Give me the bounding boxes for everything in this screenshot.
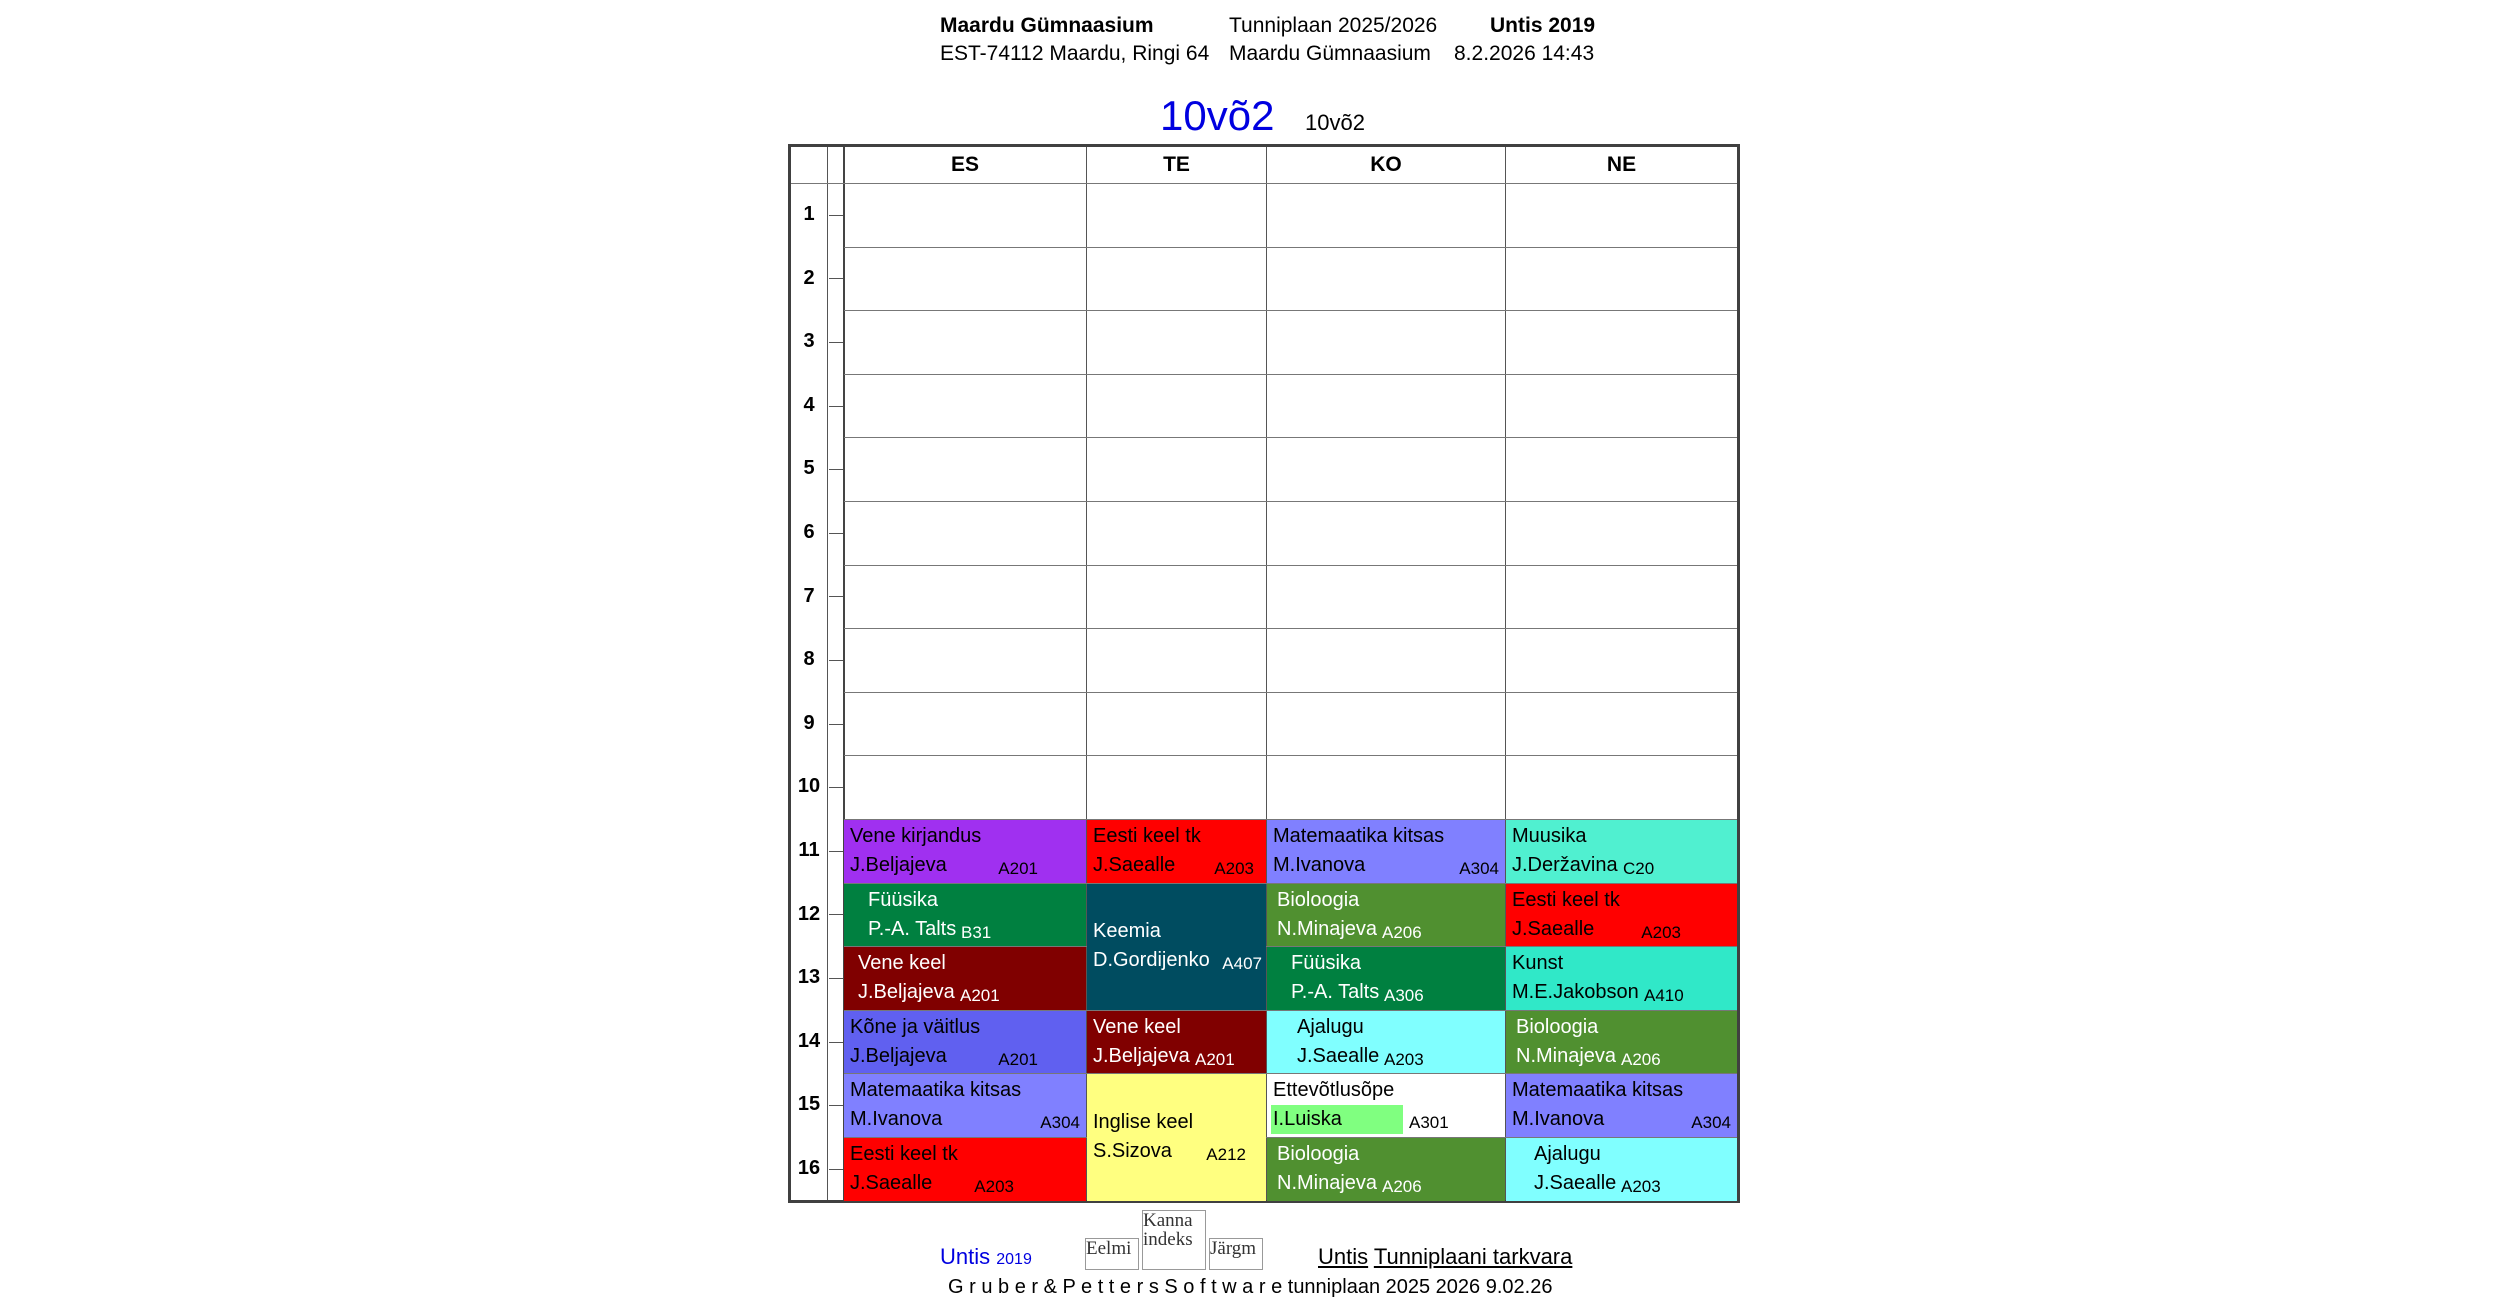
lesson-subject: Vene keel: [1093, 1015, 1181, 1038]
lesson-room: A201: [998, 1049, 1038, 1069]
lesson-cell[interactable]: [1506, 947, 1737, 1010]
lesson-cell[interactable]: [1267, 1074, 1505, 1137]
lesson-room: A206: [1621, 1049, 1661, 1069]
lesson-cell[interactable]: [1506, 884, 1737, 947]
lesson-subject: Eesti keel tk: [1512, 888, 1620, 911]
period-number: 8: [803, 648, 815, 671]
footer: [0, 1210, 2500, 1298]
lesson-subject: Vene kirjandus: [850, 825, 982, 847]
lesson-teacher: I.Luiska: [1271, 1105, 1403, 1134]
lesson-room: A206: [1382, 1177, 1422, 1196]
lesson-teacher: J.Saealle: [1093, 854, 1176, 876]
software-link-untis[interactable]: Untis: [1318, 1244, 1369, 1269]
lesson-room: C20: [1623, 859, 1655, 878]
lesson-subject: Füüsika: [868, 888, 939, 911]
lesson-cell[interactable]: [844, 1074, 1086, 1137]
lesson-room: A203: [1641, 922, 1681, 942]
lesson-teacher: M.E.Jakobson: [1512, 981, 1639, 1004]
lesson-cell[interactable]: [1087, 1074, 1266, 1200]
lesson-room: A203: [1621, 1177, 1661, 1196]
software-link[interactable]: [1318, 1244, 1572, 1270]
lesson-teacher: S.Sizova: [1093, 1139, 1172, 1162]
lesson-teacher: J.Beljajeva: [850, 854, 947, 876]
lesson-teacher: J.Saealle: [850, 1172, 933, 1194]
lesson-room: A203: [1384, 1049, 1424, 1069]
lesson-subject: Kunst: [1512, 952, 1564, 975]
lesson-teacher: J.Deržavina: [1512, 854, 1618, 876]
lesson-cell[interactable]: [1087, 884, 1266, 1010]
lesson-subject: Vene keel: [858, 952, 946, 975]
lesson-cell[interactable]: [1267, 884, 1505, 947]
lesson-room: B31: [961, 922, 992, 942]
period-number: 9: [803, 711, 815, 734]
lesson-teacher: J.Saealle: [1512, 917, 1595, 940]
lesson-cell[interactable]: [1506, 1011, 1737, 1074]
lesson-cell[interactable]: [1267, 820, 1505, 883]
lesson-subject: Inglise keel: [1093, 1110, 1194, 1133]
lesson-cell[interactable]: [1506, 820, 1737, 883]
lesson-teacher: M.Ivanova: [1273, 854, 1366, 876]
lesson-subject: Ajalugu: [1534, 1143, 1601, 1165]
index-image[interactable]: Kanna indeks: [1142, 1210, 1206, 1270]
lesson-cell[interactable]: [1267, 1011, 1505, 1074]
plan-title: Tunniplaan 2025/2026: [1229, 14, 1438, 37]
period-number: 1: [803, 203, 815, 225]
lesson-subject: Bioloogia: [1516, 1015, 1599, 1038]
period-number: 12: [797, 902, 821, 925]
lesson-room: A201: [1195, 1049, 1235, 1069]
product-name: Untis 2019: [1490, 14, 1596, 37]
period-number: 13: [797, 966, 821, 989]
lesson-cell[interactable]: [1267, 947, 1505, 1010]
period-number: 7: [803, 584, 815, 607]
lesson-cell[interactable]: [844, 884, 1086, 947]
lesson-subject: Matemaatika kitsas: [1512, 1079, 1684, 1102]
lesson-teacher: M.Ivanova: [1512, 1108, 1605, 1131]
lesson-teacher: P.-A. Talts: [1291, 981, 1380, 1004]
lesson-cell[interactable]: [1267, 1138, 1505, 1201]
period-number: 11: [798, 839, 820, 861]
period-number: 6: [803, 521, 815, 543]
period-number: 4: [803, 393, 815, 416]
lesson-teacher: J.Beljajeva: [1093, 1044, 1190, 1067]
lesson-room: A410: [1644, 986, 1684, 1006]
lesson-room: A301: [1409, 1113, 1449, 1133]
lesson-room: A304: [1459, 859, 1499, 878]
lesson-room: A203: [974, 1177, 1014, 1196]
lesson-subject: Eesti keel tk: [1093, 825, 1201, 847]
day-header-ko: KO: [1370, 153, 1402, 176]
lesson-teacher: N.Minajeva: [1277, 917, 1378, 940]
timetable-grid: [788, 144, 1740, 1203]
credit-line: G r u b e r & P e t t e r s S o f t w a r e tunniplaan 2025 2026 9.02.26: [948, 1276, 1553, 1298]
lesson-subject: Eesti keel tk: [850, 1143, 958, 1165]
lesson-room: A201: [998, 859, 1038, 878]
day-header-te: TE: [1163, 153, 1190, 176]
lesson-cell[interactable]: [1506, 1138, 1737, 1201]
lesson-cell[interactable]: [844, 1138, 1086, 1201]
lesson-room: A304: [1691, 1113, 1731, 1133]
lesson-cell[interactable]: [844, 947, 1086, 1010]
lesson-room: A212: [1206, 1144, 1246, 1164]
period-number: 16: [797, 1157, 821, 1179]
untis-brand[interactable]: [940, 1244, 1032, 1270]
next-page-image[interactable]: Järgm: [1209, 1238, 1263, 1270]
lesson-teacher: J.Beljajeva: [858, 981, 955, 1004]
lesson-subject: Ettevõtlusõpe: [1273, 1079, 1395, 1102]
lesson-cell[interactable]: [844, 820, 1086, 883]
lesson-room: A407: [1222, 954, 1262, 974]
lesson-cell[interactable]: [1087, 1011, 1266, 1074]
generated-datetime: 8.2.2026 14:43: [1454, 42, 1595, 65]
lesson-subject: Bioloogia: [1277, 1143, 1360, 1165]
lesson-teacher: J.Saealle: [1297, 1044, 1380, 1067]
period-number: 14: [797, 1029, 821, 1052]
period-number: 10: [797, 775, 821, 798]
lesson-cell[interactable]: [844, 1011, 1086, 1074]
lesson-subject: Ajalugu: [1297, 1015, 1364, 1038]
software-link-text[interactable]: Tunniplaani tarkvara: [1373, 1244, 1573, 1269]
lesson-subject: Matemaatika kitsas: [1273, 825, 1445, 847]
lesson-room: A203: [1214, 859, 1254, 878]
lesson-room: A304: [1040, 1113, 1080, 1133]
untis-year: 2019: [996, 1251, 1032, 1268]
lesson-cell[interactable]: [1506, 1074, 1737, 1137]
lesson-teacher: J.Saealle: [1534, 1172, 1617, 1194]
lesson-subject: Muusika: [1512, 825, 1587, 847]
lesson-teacher: N.Minajeva: [1277, 1172, 1378, 1194]
previous-page-image[interactable]: Eelmi: [1085, 1238, 1139, 1270]
lesson-cell[interactable]: [1087, 820, 1266, 883]
lesson-subject: Kõne ja väitlus: [850, 1015, 981, 1038]
school-name-secondary: Maardu Gümnaasium: [1229, 42, 1431, 65]
period-number: 3: [803, 330, 815, 353]
class-subtitle: 10võ2: [1305, 110, 1365, 135]
period-number: 15: [797, 1093, 821, 1116]
period-number: 2: [803, 266, 815, 289]
untis-word: Untis: [940, 1244, 991, 1269]
lesson-teacher: N.Minajeva: [1516, 1044, 1617, 1067]
lesson-subject: Bioloogia: [1277, 888, 1360, 911]
lesson-teacher: J.Beljajeva: [850, 1044, 947, 1067]
day-header-es: ES: [950, 153, 979, 176]
day-header-ne: NE: [1606, 153, 1637, 176]
school-address: EST-74112 Maardu, Ringi 64: [940, 42, 1210, 65]
lesson-subject: Keemia: [1093, 920, 1161, 943]
class-title: 10võ2: [1160, 92, 1275, 139]
lesson-room: A206: [1382, 922, 1422, 942]
lesson-room: A306: [1384, 986, 1424, 1006]
period-number: 5: [803, 457, 815, 480]
lesson-room: A201: [960, 986, 1000, 1006]
lesson-teacher: D.Gordijenko: [1093, 949, 1210, 972]
school-name: Maardu Gümnaasium: [940, 14, 1154, 37]
lesson-subject: Füüsika: [1291, 952, 1362, 975]
lesson-teacher: M.Ivanova: [850, 1108, 943, 1131]
lesson-subject: Matemaatika kitsas: [850, 1079, 1022, 1102]
lesson-teacher: P.-A. Talts: [868, 917, 957, 940]
